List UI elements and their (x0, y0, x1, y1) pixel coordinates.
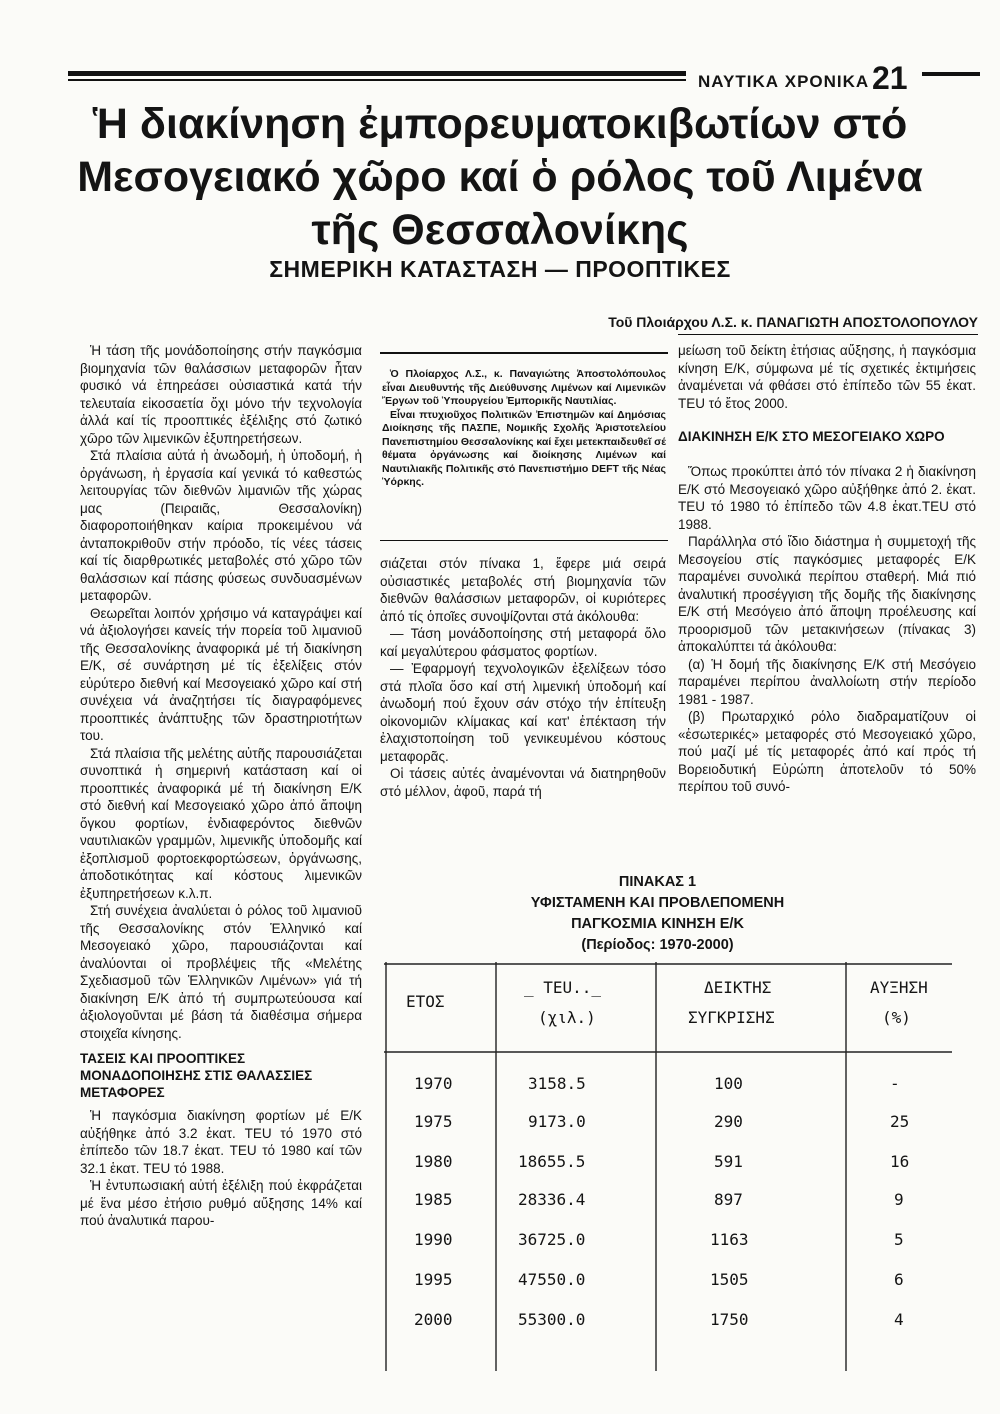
table-cell-year: 1975 (414, 1112, 453, 1131)
table-cell-teu: 18655.5 (518, 1152, 586, 1171)
header-year: ΕΤΟΣ (406, 992, 445, 1011)
table-cell-year: 1990 (414, 1230, 453, 1249)
col2-paragraph: Οἱ τάσεις αὐτές ἀναμένονται νά διατηρηθοῦν στό μέλλον, ἀφοῦ, παρά τή (380, 766, 666, 799)
table-cell-index: 1750 (710, 1310, 749, 1329)
column-3 (678, 342, 976, 796)
header-rule-left (68, 71, 686, 76)
table-grid (384, 962, 952, 1371)
header-growth-line1: ΑΥΞΗΣΗ (870, 978, 928, 997)
table-cell-growth: 5 (894, 1230, 904, 1249)
col3-paragraph: (β) Πρωταρχικό ρόλο διαδραματίζουν οἱ «ἐσωτερικές» μεταφορές στό Μεσογειακό χῶρο, πού μαζί μέ τίς μεταφορές ἀπό καί πρός τή Βορειοδυτική Εὐρώπη ἀποτελοῦν τό 50% περίπου τοῦ συνό- (678, 709, 976, 794)
table-cell-year: 1985 (414, 1190, 453, 1209)
col2-paragraph: — Ἐφαρμογή τεχνολογικῶν ἐξελίξεων τόσο στά πλοῖα ὅσο καί στή λιμενική ὑποδομή καί ἀνωδομή πού ἔχουν σάν στόχο τήν ἐπίτευξη οἰκονομιῶν κλίμακας καί κατ' ἐπέκταση τήν ἐλαχιστοποίηση τοῦ γενικευμένου κόστους μεταφορᾶς. (380, 661, 666, 764)
byline: Τοῦ Πλοιάρχου Λ.Σ. κ. ΠΑΝΑΓΙΩΤΗ ΑΠΟΣΤΟΛΟΠΟΥΛΟΥ (608, 314, 978, 330)
table-cell-year: 1995 (414, 1270, 453, 1289)
bio-rule-bottom (380, 540, 668, 541)
table-cell-year: 1970 (414, 1074, 453, 1093)
table-cell-year: 1980 (414, 1152, 453, 1171)
section-heading-trends: ΤΑΣΕΙΣ ΚΑΙ ΠΡΟΟΠΤΙΚΕΣ ΜΟΝΑΔΟΠΟΙΗΣΗΣ ΣΤΙΣ ΘΑΛΑΣΣΙΕΣ ΜΕΤΑΦΟΡΕΣ (80, 1051, 313, 1100)
header-rule-right (922, 72, 980, 76)
table-cell-growth: 9 (894, 1190, 904, 1209)
article-subtitle: ΣΗΜΕΡΙΚΗ ΚΑΤΑΣΤΑΣΗ — ΠΡΟΟΠΤΙΚΕΣ (269, 256, 731, 282)
column-1 (80, 342, 362, 1230)
table-cell-teu: 3158.5 (528, 1074, 586, 1093)
table-cell-index: 100 (714, 1074, 743, 1093)
col3-paragraph: μείωση τοῦ δείκτη ἐτήσιας αὔξησης, ἡ παγκόσμια κίνηση Ε/Κ, σύμφωνα μέ τίς σχετικές ἐκτιμήσεις ἀναμένεται νά φθάσει στό ἐπίπεδο τῶν 55 ἑκατ. TEU τό ἔτος 2000. (678, 343, 976, 411)
table-heading (380, 872, 935, 956)
byline-rule (678, 334, 978, 335)
table-cell-growth: 16 (890, 1152, 910, 1171)
table-cell-index: 591 (714, 1152, 743, 1171)
header-index-line2: ΣΥΓΚΡΙΣΗΣ (688, 1008, 775, 1027)
header-rule-left-thin (68, 79, 686, 81)
col1-paragraph: Στή συνέχεια ἀναλύεται ὁ ρόλος τοῦ λιμανιοῦ τῆς Θεσσαλονίκης στόν Ἑλληνικό καί Μεσογειακό χῶρο, παρουσιάζονται καί ἀναλύονται οἱ προβλέψεις τῆς «Μελέτης Σχεδιασμοῦ τῶν Ἑλληνικῶν Λιμένων» γιά τή διακίνηση Ε/Κ ἀπό τή συμπρωτεύουσα καί ἀξιολογοῦνται μέ βάση τά διαθέσιμα σήμερα στοιχεῖα κίνησης. (80, 903, 362, 1041)
col3-paragraph: Ὅπως προκύπτει ἀπό τόν πίνακα 2 ἡ διακίνηση Ε/Κ στό Μεσογειακό χῶρο αὐξήθηκε ἀπό 2. ἑκατ. TEU τό 1980 τό ἐπίπεδο τῶν 4.8 ἑκατ.TEU στό 1988. (678, 464, 976, 532)
bio-paragraph: Ὁ Πλοίαρχος Λ.Σ., κ. Παναγιώτης Ἀποστολόπουλος εἶναι Διευθυντής τῆς Διεύθυνσης Λιμένων καί Λιμενικῶν Ἔργων τοῦ Ὑπουργείου Ἐμπορικῆς Ναυτιλίας. (382, 368, 666, 407)
table-cell-teu: 36725.0 (518, 1230, 586, 1249)
table-cell-teu: 55300.0 (518, 1310, 586, 1329)
table-cell-growth: - (890, 1074, 900, 1093)
col2-paragraph: — Τάση μονάδοποίησης στή μεταφορά ὅλο καί μεγαλύτερου φάσματος φορτίων. (380, 626, 666, 659)
col3-paragraph: (α) Ἡ δομή τῆς διακίνησης Ε/Κ στή Μεσόγειο παραμένει περίπου ἀναλλοίωτη στήν περίοδο 1981 - 1987. (678, 656, 976, 707)
table-cell-teu: 9173.0 (528, 1112, 586, 1131)
magazine-name: ΝΑΥΤΙΚΑ ΧΡΟΝΙΚΑ (698, 72, 870, 91)
table-cell-teu: 47550.0 (518, 1270, 586, 1289)
author-bio (382, 368, 666, 490)
col1-paragraph: Ἡ παγκόσμια διακίνηση φορτίων μέ Ε/Κ αὐξήθηκε ἀπό 3.2 ἑκατ. TEU τό 1970 στό ἐπίπεδο τῶν 18.7 ἑκατ. TEU τό 1980 καί τῶν 32.1 ἑκατ. TEU τό 1988. (80, 1108, 362, 1176)
table-cell-growth: 4 (894, 1310, 904, 1329)
table-title-line1: ΥΦΙΣΤΑΜΕΝΗ ΚΑΙ ΠΡΟΒΛΕΠΟΜΕΝΗ (530, 895, 785, 911)
column-2 (380, 555, 666, 800)
col2-paragraph: σιάζεται στόν πίνακα 1, ἔφερε μιά σειρά οὐσιαστικές μεταβολές στή βιομηχανία τῶν διεθνῶν θαλάσσιων μεταφορῶν, οἱ κυριότερες ἀπό τίς ὁποῖες συνοψίζονται στά ἀκόλουθα: (380, 556, 666, 624)
table-cell-growth: 6 (894, 1270, 904, 1289)
table-cell-year: 2000 (414, 1310, 453, 1329)
table-cell-growth: 25 (890, 1112, 910, 1131)
table-cell-index: 1163 (710, 1230, 749, 1249)
data-table (384, 962, 952, 1371)
bio-paragraph: Εἶναι πτυχιοῦχος Πολιτικῶν Ἐπιστημῶν καί Δημόσιας Διοίκησης τῆς ΠΑΣΠΕ, Νομικῆς Σχολῆς Ἀριστοτελείου Πανεπιστημίου Θεσσαλονίκης καί ἔχει μετεκπαιδευθεῖ σέ θέματα ὀργάνωσης καί διοίκησης Λιμένων καί Ναυτιλιακῆς Πολιτικῆς στό Πανεπιστήμιο DEFT τῆς Νέας Ὑόρκης. (382, 408, 666, 488)
table-caption: ΠΙΝΑΚΑΣ 1 (618, 874, 697, 890)
table-cell-teu: 28336.4 (518, 1190, 586, 1209)
page-number: 21 (872, 60, 908, 96)
header-teu-line1: _ TEU.._ (524, 978, 602, 997)
table-cell-index: 1505 (710, 1270, 749, 1289)
col3-paragraph: Παράλληλα στό ἴδιο διάστημα ἡ συμμετοχή τῆς Μεσογείου στίς παγκόσμιες μεταφορές Ε/Κ παραμένει συνολικά περίπου σταθερή. Μιά πιό ἀναλυτική προσέγγιση τῆς δομῆς τῆς διακίνησης Ε/Κ στή Μεσόγειο ἀπό ἄποψη προέλευσης καί προορισμοῦ τῶν μετακινήσεων (πίνακας 3) ἀποκαλύπτει τά ἀκόλουθα: (678, 534, 976, 654)
header-growth-line2: (%) (882, 1008, 911, 1027)
section-heading-mediterranean: ΔΙΑΚΙΝΗΣΗ Ε/Κ ΣΤΟ ΜΕΣΟΓΕΙΑΚΟ ΧΩΡΟ (678, 429, 945, 444)
header-teu-line2: (χιλ.) (538, 1008, 596, 1027)
table-period: (Περίοδος: 1970-2000) (581, 937, 734, 953)
col1-paragraph: Θεωρεῖται λοιπόν χρήσιμο νά καταγράψει καί νά ἀξιολογήσει κανείς τήν πορεία τοῦ λιμανιοῦ τῆς Θεσσαλονίκης ἀναφορικά μέ τή διακίνηση Ε/Κ, σέ συνάρτηση μέ τίς ἐξελίξεις στόν εὐρύτερο διεθνή καί Μεσογειακό χῶρο καί στή συνέχεια νά ἀναζητήσει τίς διαγραφόμενες προοπτικές ἀνάπτυξης τῶν δραστηριοτήτων του. (80, 605, 362, 743)
table-cell-index: 290 (714, 1112, 743, 1131)
bio-rule-top (380, 352, 668, 354)
table-cell-index: 897 (714, 1190, 743, 1209)
col1-paragraph: Στά πλαίσια τῆς μελέτης αὐτῆς παρουσιάζεται συνοπτικά ἡ σημερινή κατάσταση καί οἱ προοπτικές ἀναφορικά μέ τή διακίνηση Ε/Κ στό διεθνή καί Μεσογειακό χῶρο ἀπό ἄποψη ὄγκου φορτίων, ἐνδιαφερόντος διεθνῶν ναυτιλιακῶν γραμμῶν, λιμενικῆς ὑποδομῆς καί ἐξοπλισμοῦ φορτοεκφορτώσεων, ὀργάνωσης, ἀποδοτικότητας καί κόστους λιμενικῶν ἐξυπηρετήσεων κ.λ.π. (80, 745, 362, 901)
article-title: Ἡ διακίνηση ἐμπορευματοκιβωτίων στό Μεσογειακό χῶρο καί ὁ ρόλος τοῦ Λιμένα τῆς Θεσσαλονίκης (77, 100, 923, 254)
col1-paragraph: Ἡ τάση τῆς μονάδοποίησης στήν παγκόσμια βιομηχανία τῶν θαλάσσιων μεταφορῶν ἦταν φυσικό νά ἐπηρεάσει οὐσιαστικά κατά τήν τελευταία εἰκοσαετία ὄχι μόνο τήν τεχνολογία ἀλλά καί τίς προοπτικές ἐξέλιξης στό ζωτικό χῶρο τῶν λιμενικῶν ἐξυπηρετήσεων. (80, 343, 362, 446)
col1-paragraph: Στά πλαίσια αὐτά ἡ ἀνωδομή, ἡ ὑποδομή, ἡ ὀργάνωση, ἡ ἐργασία καί γενικά τό καθεστώς λειτουργίας τῶν διεθνῶν λιμανιῶν τῆς χώρας μας (Πειραιᾶς, Θεσσαλονίκη) διαφοροποιήθηκαν καίρια προκειμένου νά ἀνταποκριθοῦν στήν πρόοδο, τίς νέες τάσεις καί τίς διαρθρωτικές μεταβολές στό χῶρο τῶν θαλάσσιων καί πάσης φύσεως συνδυασμένων μεταφορῶν. (80, 448, 362, 603)
col1-paragraph: Ἡ ἐντυπωσιακή αὐτή ἐξέλιξη πού ἐκφράζεται μέ ἕνα μέσο ἐτήσιο ρυθμό αὔξησης 14% καί πού ἀναλυτικά παρου- (80, 1178, 362, 1228)
header-index-line1: ΔΕΙΚΤΗΣ (704, 978, 772, 997)
table-title-line2: ΠΑΓΚΟΣΜΙΑ ΚΙΝΗΣΗ Ε/Κ (571, 916, 744, 932)
